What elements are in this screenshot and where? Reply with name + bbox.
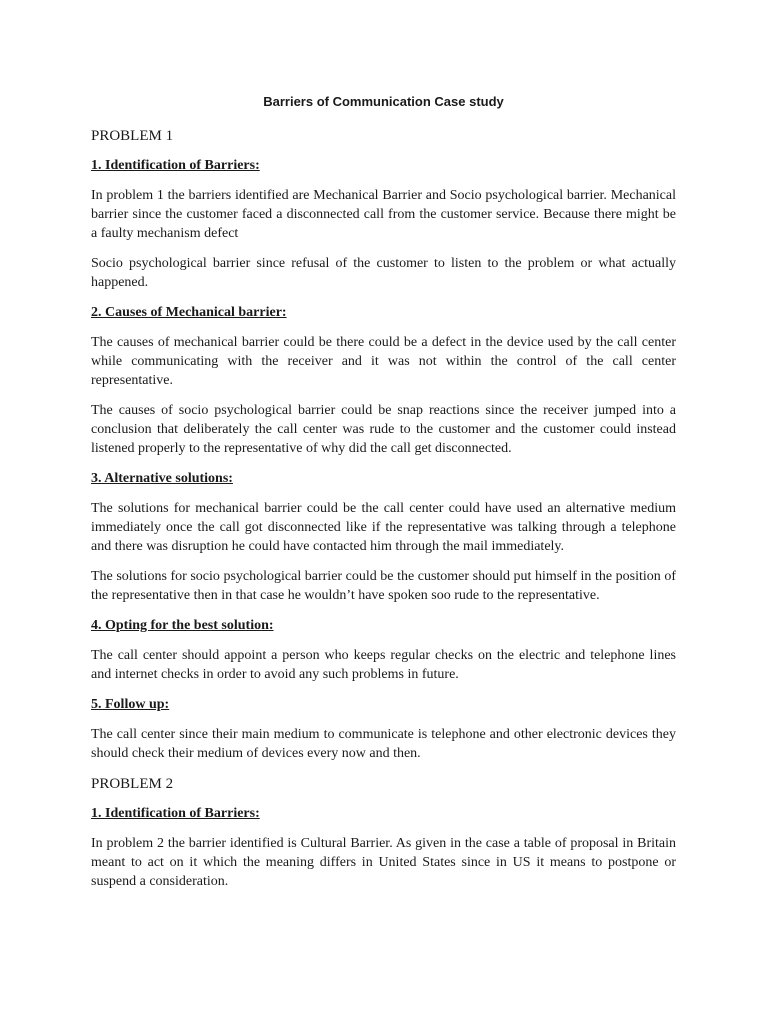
p1-heading-follow-up: 5. Follow up:	[91, 697, 170, 712]
p1-heading-identification: 1. Identification of Barriers:	[91, 158, 260, 173]
p1-alternatives-paragraph-2: The solutions for socio psychological barrier could be the customer should put himself in the position of the representative then in that case he wouldn’t have spoken soo rude to the representative.	[91, 569, 676, 603]
p1-best-solution-paragraph: The call center should appoint a person who keeps regular checks on the electric and telephone lines and internet checks in order to avoid any such problems in future.	[91, 648, 676, 682]
problem-2-label: PROBLEM 2	[91, 776, 174, 792]
p2-identification-paragraph: In problem 2 the barrier identified is Cultural Barrier. As given in the case a table of proposal in Britain meant to act on it which the meaning differs in United States since in US it means to postpone or suspend a consideration.	[91, 836, 676, 889]
p1-heading-best-solution: 4. Opting for the best solution:	[91, 618, 274, 633]
p1-heading-alternatives: 3. Alternative solutions:	[91, 471, 233, 486]
p1-heading-causes: 2. Causes of Mechanical barrier:	[91, 305, 287, 320]
p1-alternatives-paragraph-1: The solutions for mechanical barrier could be the call center could have used an alternative medium immediately once the call got disconnected like if the representative was talking through a telephone and there was disruption he could have contacted him through the mail immediately.	[91, 501, 676, 554]
document-title: Barriers of Communication Case study	[263, 94, 504, 109]
problem-1-label: PROBLEM 1	[91, 128, 174, 144]
p2-heading-identification: 1. Identification of Barriers:	[91, 806, 260, 821]
p1-follow-up-paragraph: The call center since their main medium to communicate is telephone and other electronic devices they should check their medium of devices every now and then.	[91, 727, 676, 761]
p1-identification-paragraph-2: Socio psychological barrier since refusal of the customer to listen to the problem or what actually happened.	[91, 256, 676, 290]
p1-identification-paragraph-1: In problem 1 the barriers identified are Mechanical Barrier and Socio psychological barrier. Mechanical barrier since the customer faced a disconnected call from the customer service. Because there might be a faulty mechanism defect	[91, 188, 676, 241]
p1-causes-paragraph-2: The causes of socio psychological barrier could be snap reactions since the receiver jumped into a conclusion that deliberately the call center was rude to the customer and the customer could instead listened properly to the representative of why did the call get disconnected.	[91, 403, 676, 456]
p1-causes-paragraph-1: The causes of mechanical barrier could be there could be a defect in the device used by the call center while communicating with the receiver and it was not within the control of the call center representative.	[91, 335, 676, 388]
